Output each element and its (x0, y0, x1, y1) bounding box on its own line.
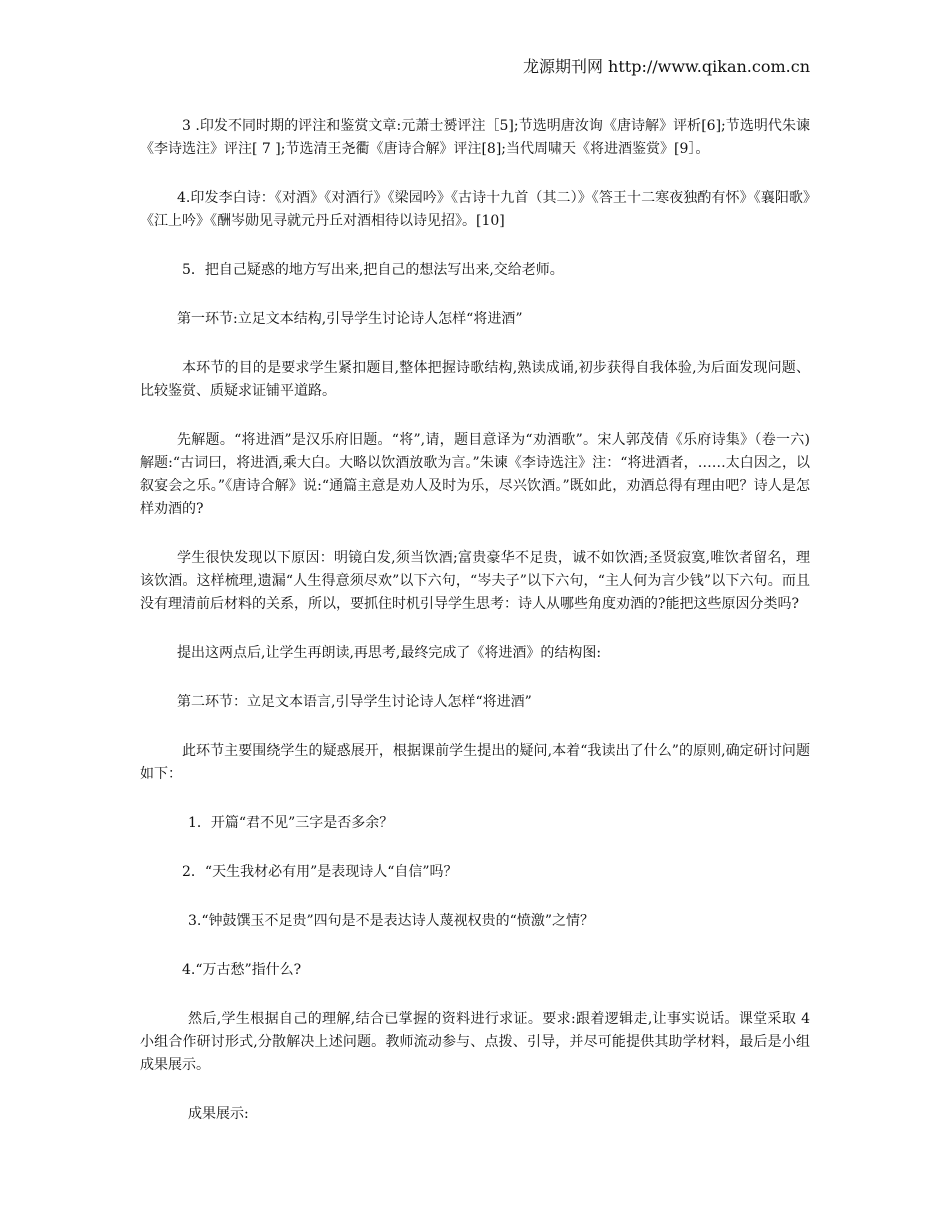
paragraph-title-explanation: 先解题。“将进酒”是汉乐府旧题。“将”,请，题目意译为“劝酒歌”。宋人郭茂倩《乐府诗集》（卷一六)解题:“古词曰，将进酒,乘大白。大略以饮酒放歌为言。”朱谏《李诗选注》注：“将进酒者，……太白因之，以叙宴会之乐。”《唐诗合解》说:“通篇主意是劝人及时为乐，尽兴饮酒。”既如此，劝酒总得有理由吧？诗人是怎样劝酒的? (140, 432, 810, 517)
paragraph-handout-commentaries: 3 .印发不同时期的评注和鉴赏文章:元萧士赟评注［5];节选明唐汝询《唐诗解》评析[6];节选明代朱谏《李诗选注》评注[ 7 ];节选清王尧衢《唐诗合解》评注[8];当代周啸天《将进酒鉴赏》[9］。 (140, 118, 810, 157)
document-body (140, 115, 810, 1152)
paragraph-group-research: 然后,学生根据自己的理解,结合已掌握的资料进行求证。要求:跟着逻辑走,让事实说话。课堂采取 4 小组合作研讨形式,分散解决上述问题。教师流动参与、点拨、引导，并尽可能提供其助学材料，最后是小组成果展示。 (140, 1011, 810, 1073)
section-heading-step-one: 第一环节:立足文本结构,引导学生讨论诗人怎样“将进酒” (177, 311, 523, 327)
paragraph-handout-poems: 4.印发李白诗：《对酒》《对酒行》《梁园吟》《古诗十九首（其二）》《答王十二寒夜独酌有怀》《襄阳歌》《江上吟》《酬岑勋见寻就元丹丘对酒相待以诗见招》。[10] (140, 190, 810, 229)
question-item-4: 4.“万古愁”指什么? (182, 962, 302, 978)
paragraph-results-heading: 成果展示: (188, 1106, 249, 1122)
question-item-1: 1．开篇“君不见”三字是否多余？ (188, 815, 394, 831)
paragraph-write-questions: 5．把自己疑惑的地方写出来,把自己的想法写出来,交给老师。 (182, 262, 564, 278)
paragraph-step-two-intro: 此环节主要围绕学生的疑惑展开，根据课前学生提出的疑问,本着“我读出了什么”的原则,确定研讨问题如下： (140, 743, 810, 782)
paragraph-step-one-purpose: 本环节的目的是要求学生紧扣题目,整体把握诗歌结构,熟读成诵,初步获得自我体验,为后面发现问题、比较鉴赏、质疑求证铺平道路。 (140, 360, 810, 399)
paragraph-student-findings: 学生很快发现以下原因：明镜白发,须当饮酒;富贵豪华不足贵，诚不如饮酒;圣贤寂寞,唯饮者留名，理该饮酒。这样梳理,遗漏“人生得意须尽欢”以下六句，“岑夫子”以下六句，“主人何为言少钱”以下六句。而且没有理清前后材料的关系，所以，要抓住时机引导学生思考：诗人从哪些角度劝酒的?能把这些原因分类吗? (140, 550, 810, 612)
question-item-3: 3.“钟鼓馔玉不足贵”四句是不是表达诗人蔑视权贵的“愤激”之情？ (188, 913, 594, 929)
page-header-site: 龙源期刊网 http://www.qikan.com.cn (522, 57, 810, 76)
section-heading-step-two: 第二环节：立足文本语言,引导学生讨论诗人怎样“将进酒” (177, 694, 532, 710)
paragraph-structure-chart: 提出这两点后,让学生再朗读,再思考,最终完成了《将进酒》的结构图: (177, 645, 602, 661)
question-item-2: 2．“天生我材必有用”是表现诗人“自信”吗？ (182, 864, 458, 880)
